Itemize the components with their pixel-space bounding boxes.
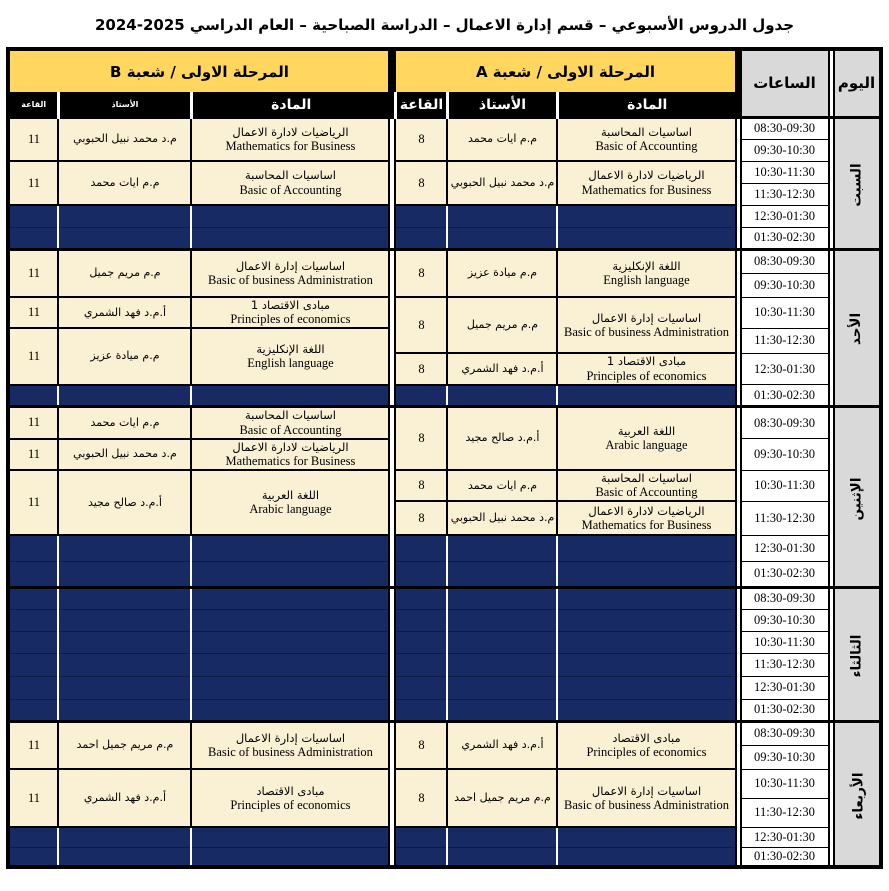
time-cell: 08:30-09:30 [741,117,829,139]
empty-cell [191,631,389,653]
section-divider [829,439,834,470]
time-cell: 09:30-10:30 [741,439,829,470]
section-divider [829,470,834,501]
empty-cell [191,653,389,676]
section-a-header: المرحلة الاولى / شعبة A [395,49,735,93]
subject-english: Basic of business Administration [208,272,373,287]
empty-cell [395,631,447,653]
subject-english: Mathematics for Business [225,454,356,468]
subject-arabic: اساسيات إدارة الاعمال [591,310,702,325]
teacher-cell: أ.م.د صالح مجيد [58,470,191,535]
time-cell: 08:30-09:30 [741,587,829,609]
empty-cell [191,847,389,867]
empty-cell [58,653,191,676]
subject-cell [191,439,389,470]
section-divider [829,273,834,297]
hall-cell: 8 [395,249,447,297]
subject-column-header-b: المادة [191,93,389,117]
empty-cell [557,609,735,631]
section-divider [389,139,395,161]
teacher-cell: م.م مريم جميل [447,297,557,353]
subject-cell [191,328,389,384]
hall-cell: 8 [395,161,447,205]
time-cell: 10:30-11:30 [741,161,829,183]
empty-cell [447,631,557,653]
subject-arabic: اساسيات المحاسبة [244,168,336,183]
empty-cell [557,827,735,847]
teacher-cell: م.م ميادة عزيز [447,249,557,297]
section-divider [829,653,834,676]
empty-cell [8,535,58,561]
day-cell [834,587,881,721]
empty-cell [447,535,557,561]
teacher-cell: م.م مريم جميل احمد [447,769,557,827]
empty-cell [58,631,191,653]
subject-english: Arabic language [605,438,688,453]
empty-cell [395,699,447,721]
subject-cell [191,249,389,297]
section-divider [829,385,834,407]
section-b-header: المرحلة الاولى / شعبة B [8,49,389,93]
empty-cell [447,227,557,249]
subject-cell [191,297,389,328]
time-cell: 10:30-11:30 [741,631,829,653]
subject-arabic: مبادى الاقتصاد [612,730,681,745]
subject-arabic: اللغة الإنكليزية [612,258,681,273]
day-label: الأربعاء [850,772,867,820]
section-divider [389,273,395,297]
empty-cell [58,699,191,721]
subject-english: Basic of business Administration [564,798,729,813]
section-divider [829,745,834,769]
time-cell: 08:30-09:30 [741,249,829,273]
day-label: الأحد [848,313,865,346]
time-cell: 11:30-12:30 [741,798,829,827]
subject-arabic: اساسيات المحاسبة [244,408,336,423]
empty-cell [8,653,58,676]
empty-cell [8,587,58,609]
time-cell: 01:30-02:30 [741,847,829,867]
empty-cell [58,587,191,609]
empty-cell [58,561,191,587]
teacher-cell: م.د محمد نبيل الحبوبي [58,117,191,161]
empty-cell [395,535,447,561]
empty-cell [557,676,735,699]
section-divider [829,353,834,384]
section-divider [829,139,834,161]
teacher-cell: م.م مريم جميل احمد [58,721,191,769]
teacher-cell: أ.م.د صالح مجيد [447,407,557,470]
empty-cell [8,827,58,847]
subject-arabic: اساسيات المحاسبة [601,124,692,139]
subject-english: English language [603,272,690,287]
section-divider [829,609,834,631]
day-cell [834,407,881,588]
time-cell: 01:30-02:30 [741,561,829,587]
subject-english: Principles of economics [586,745,707,760]
hall-cell: 11 [8,117,58,161]
time-cell: 08:30-09:30 [741,721,829,745]
subject-cell [191,721,389,769]
section-divider [389,745,395,769]
empty-cell [8,676,58,699]
day-cell [834,117,881,249]
empty-cell [557,631,735,653]
empty-cell [191,227,389,249]
time-cell: 08:30-09:30 [741,407,829,439]
subject-english: Principles of economics [230,312,351,327]
empty-cell [557,699,735,721]
time-cell: 11:30-12:30 [741,653,829,676]
empty-cell [191,609,389,631]
empty-cell [58,385,191,407]
empty-cell [447,385,557,407]
empty-cell [58,827,191,847]
section-divider [829,227,834,249]
time-cell: 10:30-11:30 [741,769,829,798]
subject-english: Mathematics for Business [225,138,356,153]
time-cell: 09:30-10:30 [741,139,829,161]
subject-cell [191,470,389,535]
empty-cell [447,676,557,699]
section-divider [736,93,741,117]
subject-arabic: اساسيات إدارة الاعمال [591,783,702,798]
subject-english: Basic of Accounting [595,485,698,500]
empty-cell [191,827,389,847]
empty-cell [191,587,389,609]
subject-arabic: اساسيات المحاسبة [601,471,692,485]
empty-cell [395,676,447,699]
hall-cell: 11 [8,769,58,827]
empty-cell [191,535,389,561]
section-divider [829,676,834,699]
subject-english: Basic of Accounting [239,182,342,197]
section-divider [829,297,834,328]
empty-cell [395,587,447,609]
teacher-cell: أ.م.د فهد الشمري [58,769,191,827]
subject-cell [557,161,735,205]
empty-cell [447,205,557,227]
empty-cell [557,385,735,407]
subject-english: Principles of economics [586,368,707,383]
teacher-cell: م.م مريم جميل [58,249,191,297]
section-divider [829,561,834,587]
time-cell: 11:30-12:30 [741,501,829,535]
subject-arabic: الرياضيات لادارة الاعمال [232,439,349,454]
subject-english: Basic of business Administration [208,745,373,760]
empty-cell [8,847,58,867]
time-cell: 12:30-01:30 [741,535,829,561]
time-cell: 12:30-01:30 [741,353,829,384]
empty-cell [58,676,191,699]
empty-cell [8,609,58,631]
subject-arabic: اساسيات إدارة الاعمال [235,730,346,745]
empty-cell [191,699,389,721]
section-divider [829,205,834,227]
subject-english: Basic of business Administration [564,324,729,339]
empty-cell [395,827,447,847]
section-divider [829,161,834,183]
time-cell: 11:30-12:30 [741,183,829,205]
teacher-cell: م.م ايات محمد [447,470,557,501]
empty-cell [191,385,389,407]
time-cell: 09:30-10:30 [741,745,829,769]
empty-cell [191,561,389,587]
empty-cell [447,609,557,631]
day-cell [834,721,881,867]
hall-cell: 11 [8,407,58,439]
section-divider [829,827,834,847]
subject-arabic: مبادى الاقتصاد 1 [606,354,687,369]
hall-cell: 11 [8,161,58,205]
empty-cell [447,827,557,847]
teacher-column-header-b: الأستاذ [58,93,191,117]
schedule-table [6,47,882,869]
teacher-cell: م.د محمد نبيل الحبوبي [447,161,557,205]
empty-cell [447,561,557,587]
hall-column-header-b: القاعة [8,93,58,117]
teacher-cell: أ.م.د فهد الشمري [447,353,557,384]
empty-cell [58,205,191,227]
hall-cell: 11 [8,439,58,470]
subject-cell [191,769,389,827]
time-cell: 01:30-02:30 [741,699,829,721]
subject-cell [557,501,735,535]
subject-cell [557,407,735,470]
day-cell [834,249,881,407]
hall-cell: 8 [395,353,447,384]
subject-arabic: الرياضيات لادارة الاعمال [588,168,705,183]
empty-cell [395,609,447,631]
time-cell: 01:30-02:30 [741,385,829,407]
subject-arabic: اللغة العربية [261,488,320,502]
hours-column-header: الساعات [741,49,829,117]
empty-cell [557,227,735,249]
empty-cell [58,847,191,867]
hall-cell: 8 [395,117,447,161]
hall-cell: 11 [8,249,58,297]
subject-arabic: الرياضيات لادارة الاعمال [232,124,349,139]
time-cell: 12:30-01:30 [741,827,829,847]
hall-cell: 11 [8,297,58,328]
subject-english: Basic of Accounting [239,422,342,437]
empty-cell [395,847,447,867]
hall-cell: 8 [395,721,447,769]
empty-cell [557,587,735,609]
empty-cell [557,535,735,561]
empty-cell [8,699,58,721]
subject-cell [557,297,735,353]
teacher-cell: أ.م.د فهد الشمري [447,721,557,769]
empty-cell [447,653,557,676]
subject-cell [191,117,389,161]
subject-arabic: اللغة الإنكليزية [256,341,325,356]
subject-arabic: مبادى الاقتصاد 1 [250,298,331,312]
time-cell: 10:30-11:30 [741,297,829,328]
empty-cell [557,653,735,676]
time-cell: 12:30-01:30 [741,676,829,699]
empty-cell [8,385,58,407]
subject-cell [191,407,389,439]
empty-cell [395,653,447,676]
subject-english: Mathematics for Business [581,182,712,197]
teacher-cell: م.م ميادة عزيز [58,328,191,384]
section-divider [829,847,834,867]
subject-cell [557,769,735,827]
hall-cell: 11 [8,328,58,384]
day-label: الإثنين [848,477,865,521]
empty-cell [8,205,58,227]
teacher-column-header-a: الأستاذ [447,93,557,117]
empty-cell [191,676,389,699]
section-divider [829,501,834,535]
empty-cell [58,227,191,249]
subject-cell [557,353,735,384]
subject-arabic: مبادى الاقتصاد [256,783,325,798]
page-title: جدول الدروس الأسبوعي – قسم إدارة الاعمال – الدراسة الصباحية – العام الدراسي 2025-2024 [94,16,795,34]
teacher-cell: م.د محمد نبيل الحبوبي [447,501,557,535]
empty-cell [58,535,191,561]
time-cell: 01:30-02:30 [741,227,829,249]
hall-column-header-a: القاعة [395,93,447,117]
empty-cell [8,227,58,249]
hall-cell: 8 [395,501,447,535]
section-divider [829,631,834,653]
empty-cell [395,227,447,249]
hall-cell: 8 [395,769,447,827]
empty-cell [395,561,447,587]
empty-cell [8,561,58,587]
section-divider [389,328,395,353]
teacher-cell: م.م ايات محمد [58,161,191,205]
empty-cell [447,847,557,867]
subject-arabic: الرياضيات لادارة الاعمال [588,503,705,518]
empty-cell [557,205,735,227]
teacher-cell: م.م ايات محمد [58,407,191,439]
empty-cell [395,385,447,407]
teacher-cell: أ.م.د فهد الشمري [58,297,191,328]
subject-cell [557,721,735,769]
time-cell: 09:30-10:30 [741,609,829,631]
empty-cell [447,587,557,609]
subject-cell [557,249,735,297]
hall-cell: 11 [8,470,58,535]
section-divider [829,798,834,827]
subject-english: Mathematics for Business [581,518,712,533]
empty-cell [8,631,58,653]
subject-cell [191,161,389,205]
subject-english: Arabic language [249,502,332,517]
teacher-cell: م.م ايات محمد [447,117,557,161]
empty-cell [447,699,557,721]
hall-cell: 8 [395,470,447,501]
subject-arabic: اساسيات إدارة الاعمال [235,258,346,273]
subject-cell [557,470,735,501]
subject-arabic: اللغة العربية [617,423,676,438]
subject-english: Basic of Accounting [595,138,698,153]
section-divider [389,183,395,205]
section-divider [829,535,834,561]
day-column-header: اليوم [834,49,881,117]
hall-cell: 11 [8,721,58,769]
day-label: الثالثاء [848,634,865,678]
section-divider [829,769,834,798]
section-divider [389,439,395,470]
teacher-cell: م.د محمد نبيل الحبوبي [58,439,191,470]
day-label: السبت [848,162,865,207]
empty-cell [557,561,735,587]
subject-cell [557,117,735,161]
empty-cell [395,205,447,227]
hall-cell: 8 [395,297,447,353]
section-divider [389,798,395,827]
time-cell: 09:30-10:30 [741,273,829,297]
empty-cell [58,609,191,631]
empty-cell [557,847,735,867]
hall-cell: 8 [395,407,447,470]
section-divider [829,699,834,721]
subject-column-header-a: المادة [557,93,735,117]
section-divider [829,183,834,205]
time-cell: 12:30-01:30 [741,205,829,227]
empty-cell [191,205,389,227]
time-cell: 11:30-12:30 [741,328,829,353]
subject-english: English language [247,356,334,371]
subject-english: Principles of economics [230,798,351,813]
section-divider [829,328,834,353]
time-cell: 10:30-11:30 [741,470,829,501]
